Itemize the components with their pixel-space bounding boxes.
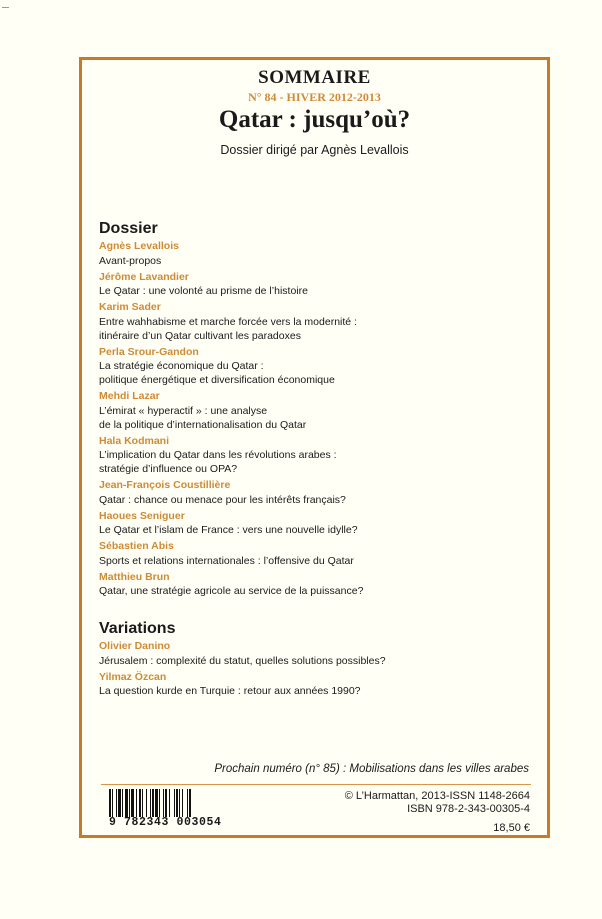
barcode-bar	[191, 789, 192, 817]
entry-title-line: Le Qatar : une volonté au prisme de l’histoire	[99, 285, 308, 297]
copyright: © L’Harmattan, 2013-ISSN 1148-2664	[344, 790, 530, 802]
toc-entry	[99, 479, 529, 507]
entry-author: Sébastien Abis	[99, 540, 174, 552]
toc-entry	[99, 640, 529, 668]
toc-entry	[99, 346, 529, 388]
header	[82, 67, 547, 157]
entry-title-line: itinéraire d’un Qatar cultivant les paradoxes	[99, 329, 301, 342]
entry-author: Matthieu Brun	[99, 570, 170, 583]
entry-title-line: Sports et relations internationales : l’offensive du Qatar	[99, 554, 354, 567]
barcode-bars	[109, 789, 235, 817]
edge-mark	[2, 7, 9, 8]
entry-author: Karim Sader	[99, 301, 161, 313]
sommaire-heading: SOMMAIRE	[258, 67, 371, 88]
toc-entry	[99, 271, 529, 299]
variations-list	[99, 640, 529, 698]
entry-title-line: Le Qatar et l’islam de France : vers une nouvelle idylle?	[99, 524, 358, 536]
issue-number: N° 84 - HIVER 2012-2013	[248, 90, 381, 104]
toc-entry	[99, 571, 529, 599]
publisher-info	[345, 790, 530, 835]
barcode	[109, 789, 235, 829]
entry-title-line: de la politique d’internationalisation du Qatar	[99, 418, 307, 431]
barcode-number: 9 782343 003054	[109, 816, 222, 829]
dossier-heading: Dossier	[99, 220, 158, 237]
entry-title-line: La question kurde en Turquie : retour aux années 1990?	[99, 685, 361, 697]
entry-author: Jean-François Coustillière	[99, 479, 231, 491]
entry-title-line: Avant-propos	[99, 254, 162, 267]
back-cover-frame	[79, 57, 550, 838]
entry-author: Haoues Seniguer	[99, 509, 185, 522]
table-of-contents	[99, 220, 529, 701]
toc-entry	[99, 301, 529, 343]
toc-entry	[99, 510, 529, 538]
entry-title-line: La stratégie économique du Qatar :	[99, 360, 264, 372]
divider	[101, 784, 531, 785]
toc-entry	[99, 540, 529, 568]
toc-entry	[99, 435, 529, 477]
next-issue: Prochain numéro (n° 85) : Mobilisations dans les villes arabes	[214, 763, 529, 775]
entry-title-line: Qatar, une stratégie agricole au service de la puissance?	[99, 585, 364, 597]
variations-heading: Variations	[99, 620, 176, 637]
dossier-director: Dossier dirigé par Agnès Levallois	[220, 143, 409, 157]
issue-title: Qatar : jusqu’où?	[218, 106, 411, 133]
entry-title-line: L’implication du Qatar dans les révolutions arabes :	[99, 449, 337, 461]
entry-author: Yilmaz Özcan	[99, 670, 167, 683]
price: 18,50 €	[493, 822, 530, 834]
toc-entry	[99, 390, 529, 432]
toc-entry	[99, 671, 529, 699]
entry-author: Hala Kodmani	[99, 434, 170, 447]
entry-author: Mehdi Lazar	[99, 390, 160, 402]
toc-entry	[99, 240, 529, 268]
entry-title-line: stratégie d’influence ou OPA?	[99, 463, 238, 475]
isbn: ISBN 978-2-343-00305-4	[407, 803, 530, 815]
entry-title-line: Jérusalem : complexité du statut, quelles solutions possibles?	[99, 654, 386, 667]
entry-author: Olivier Danino	[99, 640, 171, 652]
entry-title-line: L’émirat « hyperactif » : une analyse	[99, 404, 268, 417]
entry-author: Perla Srour-Gandon	[99, 345, 199, 358]
entry-author: Agnès Levallois	[99, 240, 179, 252]
entry-author: Jérôme Lavandier	[99, 270, 189, 283]
entry-title-line: politique énergétique et diversification économique	[99, 374, 335, 386]
dossier-list	[99, 240, 529, 598]
entry-title-line: Qatar : chance ou menace pour les intérêts français?	[99, 493, 346, 506]
entry-title-line: Entre wahhabisme et marche forcée vers la modernité :	[99, 315, 357, 328]
